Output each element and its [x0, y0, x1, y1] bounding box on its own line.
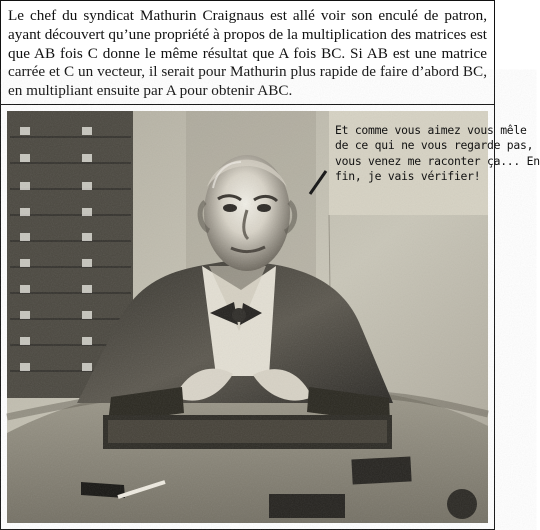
speech-line: fin, je vais vérifier!: [335, 168, 481, 183]
caption-box: [1, 1, 494, 105]
speech-line: vous venez me raconter ça... En: [335, 153, 540, 168]
speech-bubble-text: [335, 123, 540, 184]
speech-line: de ce qui ne vous regarde pas,: [335, 138, 534, 153]
speech-line: Et comme vous aimez vous mêle: [335, 123, 527, 137]
caption-text: Le chef du syndicat Mathurin Craignaus est allé voir son enculé de patron, ayant découvert qu’une propriété à propos de la multiplication des matrices est que AB fois C donne le même résultat que A fois BC. Si AB est une matrice carrée et C un vecteur, il serait pour Mathurin plus rapide de faire d’abord BC, en multipliant ensuite par A pour obtenir ABC.: [8, 7, 487, 100]
